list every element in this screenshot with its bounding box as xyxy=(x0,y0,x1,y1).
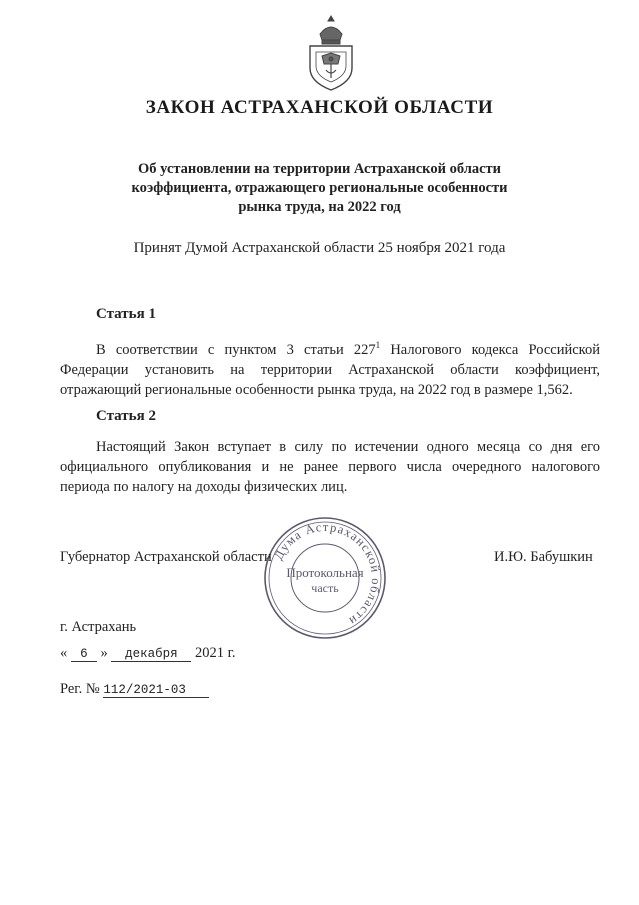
subject-line: коэффициента, отражающего региональные особенности xyxy=(131,180,508,196)
official-stamp xyxy=(262,515,388,641)
date-day: 6 xyxy=(71,647,97,662)
stamp-center-line: часть xyxy=(311,581,339,595)
date-open-quote: « xyxy=(60,645,68,661)
article-2-text-part: Настоящий Закон вступает в силу по истечении одного месяца со дня его официального опубликования и не ранее первого числа очередного налогового периода по налогу на доходы физических лиц. xyxy=(60,439,600,495)
signatory-name: И.Ю. Бабушкин xyxy=(494,549,593,565)
adoption-note: Принят Думой Астраханской области 25 ноября 2021 года xyxy=(133,240,506,256)
registration xyxy=(60,681,209,698)
article-2-heading: Статья 2 xyxy=(96,408,156,424)
stamp-ring-text: Дума Астраханской области xyxy=(271,519,384,629)
coat-of-arms-icon xyxy=(302,12,360,92)
place: г. Астрахань xyxy=(60,619,137,635)
document-title: ЗАКОН АСТРАХАНСКОЙ ОБЛАСТИ xyxy=(145,97,494,118)
subject-line: рынка труда, на 2022 год xyxy=(238,199,401,215)
article-1-text xyxy=(60,335,600,400)
date-year: 2021 г. xyxy=(195,645,236,661)
article-1-text-part: В соответствии с пунктом 3 статьи 227 xyxy=(96,341,376,358)
registration-label: Рег. № xyxy=(60,681,100,697)
subject-line: Об установлении на территории Астраханской области xyxy=(137,161,502,177)
article-1-heading: Статья 1 xyxy=(96,306,156,322)
signing-date xyxy=(60,645,236,662)
date-month: декабря xyxy=(111,647,191,662)
article-2-text xyxy=(60,437,600,497)
date-close-quote: » xyxy=(100,645,108,661)
stamp-center-line: Протокольная xyxy=(286,565,364,580)
article-1-superscript: 1 xyxy=(375,340,381,350)
signatory-position: Губернатор Астраханской области xyxy=(60,549,272,565)
article-1-text-part: Налогового кодекса Российской Федерации установить на территории Астраханской области коэффициент, отражающий региональные особенности рынка труда, на 2022 год в размере 1,562. xyxy=(60,341,600,398)
document-subject xyxy=(0,160,639,217)
registration-number: 112/2021-03 xyxy=(103,683,209,698)
